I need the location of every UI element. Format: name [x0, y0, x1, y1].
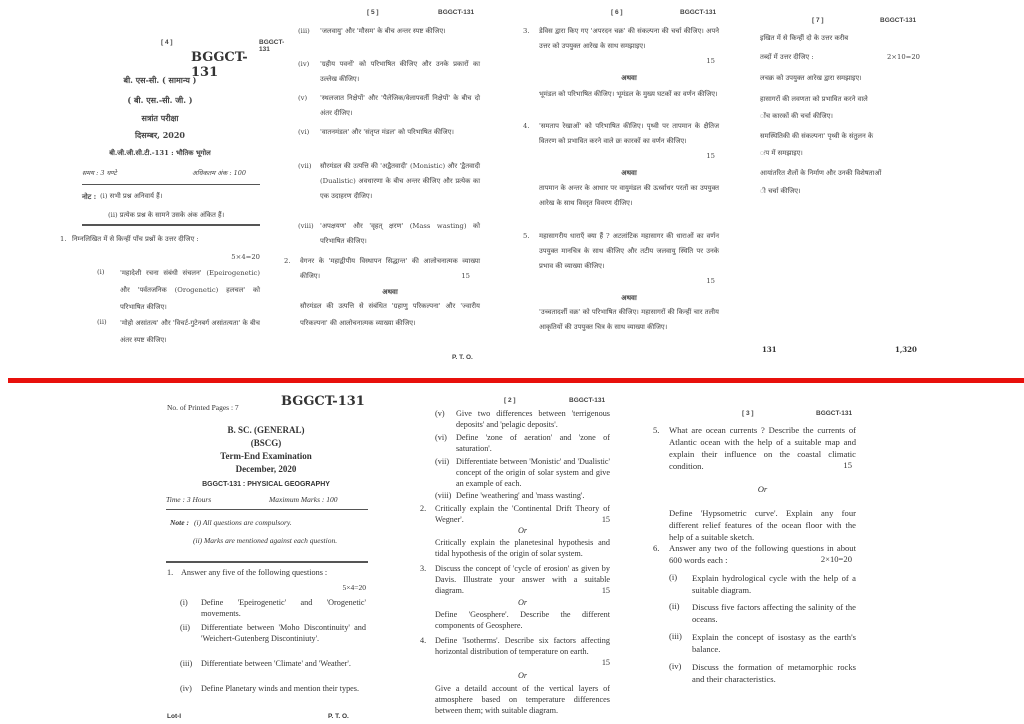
page-number: [ 2 ] [504, 397, 516, 404]
question-item: सौरमंडल की उत्पत्ति की 'अद्वैतवादी' (Monistic) और 'द्वैतवादी (Dualistic) अवधारणा के बीच अन्तर कीजिए और प्रत्येक का एक उदाहरण दीजिए। [320, 162, 480, 200]
or-label: अथवा [621, 168, 637, 177]
note-label: Note : [170, 518, 189, 527]
question-3-text: Discuss the concept of 'cycle of erosion' as given by Davis. Illustrate your answer with a suitable diagram. [435, 564, 610, 595]
question-item: Explain the concept of isostasy as the earth's balance. [692, 632, 856, 654]
item-number: (ii) [180, 623, 191, 632]
degree-short: ( बी. एस.-सी. जी. ) [127, 95, 193, 105]
printed-pages-label: No. of Printed Pages : 7 [167, 403, 239, 412]
course-code: BGGCT-131 [880, 17, 917, 24]
or-label: Or [517, 598, 528, 607]
question-1-text: Answer any five of the following questions : [181, 568, 328, 577]
item-number: (viii) [298, 222, 314, 230]
question-item: 'जलवायु' और 'मौसम' के बीच अन्तर स्पष्ट कीजिए। [320, 27, 446, 35]
note-i: (i) All questions are compulsory. [194, 518, 292, 527]
course-name: बी.जी.जी.सी.टी.-131 : भौतिक भूगोल [109, 149, 211, 157]
item-number: (vii) [298, 162, 312, 170]
english-page-1 [166, 395, 366, 724]
question-4-marks: 15 [706, 152, 715, 160]
question-item: Define 'zone of aeration' and 'zone of saturation'. [456, 433, 610, 453]
question-number: 2. [420, 504, 427, 513]
degree-short: (BSCG) [250, 438, 282, 448]
item-number: (iii) [669, 631, 682, 641]
question-2-marks: 15 [461, 272, 470, 280]
question-item: Differentiate between 'Monistic' and 'Dualistic' concept of the origin of solar system and give an example of each. [456, 457, 610, 488]
text-line: ाँच कारकों की चर्चा कीजिए। [760, 112, 833, 120]
note-i: (i) सभी प्रश्न अनिवार्य हैं। [100, 192, 163, 200]
hindi-page-5 [280, 0, 490, 370]
exam-month: December, 2020 [235, 464, 297, 474]
question-4-alternative: Give a detaild account of the vertical layers of atmosphere based on temperature differences between them; with suitable diagram. [435, 684, 610, 715]
question-item: Discuss the formation of metamorphic rocks and their characteristics. [692, 662, 856, 684]
item-number: (iv) [669, 661, 682, 671]
degree-title: बी. एस-सी. ( सामान्य ) [123, 75, 197, 85]
max-marks-label: Maximum Marks : 100 [269, 495, 338, 504]
or-label: अथवा [621, 293, 637, 302]
question-5-text: महासागरीय धाराएँ क्या हैं ? अटलांटिक महासागर की धाराओं का वर्णन उपयुक्त मानचित्र के साथ कीजिए और तटीय जलवायु स्थिति पर उनके प्रभाव की व्याख्या कीजिए। [539, 232, 719, 270]
pto-label: P. T. O. [452, 354, 473, 361]
course-code: BGGCT-131 [438, 9, 475, 16]
note-ii: (ii) प्रत्येक प्रश्न के सामने उसके अंक अंकित हैं। [108, 211, 225, 219]
footer-lot: Lot-I [167, 713, 182, 720]
item-number: (iii) [298, 27, 310, 35]
note-ii: (ii) Marks are mentioned against each question. [193, 536, 338, 545]
course-name: BGGCT-131 : PHYSICAL GEOGRAPHY [202, 481, 330, 488]
red-divider-line [8, 378, 1024, 383]
degree-title: B. SC. (GENERAL) [227, 425, 305, 435]
exam-month: दिसम्बर, 2020 [134, 130, 185, 140]
question-2-alternative: Critically explain the planetesinal hypothesis and tidal hypothesis of the origin of solar system. [435, 538, 610, 558]
question-6-marks: 2×10=20 [886, 53, 920, 61]
question-item: 'अपक्षयण' और 'वृहत् क्षरण' (Mass wasting) को परिभाषित कीजिए। [320, 222, 480, 245]
question-5-marks: 15 [843, 460, 852, 470]
question-item: 'वातनमंडल' और 'संतृप्त मंडल' को परिभाषित कीजिए। [320, 128, 455, 136]
question-number: 2. [284, 257, 291, 265]
question-3-text: डेविस द्वारा किए गए 'अपरदन चक्र' की संकल्पना की चर्चा कीजिए। अपने उत्तर को उपयुक्त आरेख के साथ समझाइए। [539, 27, 719, 50]
text-line: हासागरों की लवणता को प्रभावित करने वाले [760, 95, 868, 103]
question-item: Differentiate between 'Climate' and 'Weather'. [201, 659, 351, 668]
question-number: 1. [60, 235, 67, 243]
footer-count: 1,320 [895, 345, 917, 354]
note-label: नोट : [82, 192, 97, 201]
text-line: समस्थितिकी की संकल्पना' पृथ्वी के संतुलन के [760, 132, 874, 140]
question-3-alternative: भूमंडल को परिभाषित कीजिए। भूमंडल के मुख्य घटकों का वर्णन कीजिए। [539, 90, 718, 98]
question-1-marks: 5×4=20 [231, 253, 260, 261]
page-number: [ 7 ] [812, 17, 824, 24]
question-2-text: वेगनर के 'महाद्वीपीय विस्थापन सिद्धान्त' की आलोचनात्मक व्याख्या कीजिए। [300, 257, 480, 280]
time-label: समय : 3 घण्टे [82, 169, 117, 177]
question-5-alternative: 'उच्चतादर्शी वक्र' को परिभाषित कीजिए। महासागरों की किन्हीं चार तलीय आकृतियों की उपयुक्त चित्र के साथ व्याख्या कीजिए। [539, 308, 719, 331]
question-number: 5. [523, 232, 530, 240]
item-number: (vii) [435, 457, 450, 466]
item-number: (iv) [180, 684, 192, 693]
item-number: (iv) [298, 60, 310, 68]
item-number: (v) [435, 409, 445, 418]
exam-title: Term-End Examination [220, 451, 312, 461]
text-line: ःप में समझाइए। [760, 149, 803, 157]
question-2-marks: 15 [601, 515, 610, 524]
question-5-alternative: Define 'Hypsometric curve'. Explain any four different relief features of the ocean floor with the help of a suitable sketch. [669, 508, 856, 542]
question-3-alternative: Define 'Geosphere'. Describe the different components of Geosphere. [435, 610, 610, 630]
question-3-marks: 15 [601, 586, 610, 595]
item-number: (ii) [669, 601, 680, 611]
question-item: Define Planetary winds and mention their types. [201, 684, 360, 693]
question-number: 4. [420, 636, 427, 645]
question-number: 6. [653, 543, 660, 553]
question-5-text: What are ocean currents ? Describe the currents of Atlantic ocean with the help of a suitable map and explain their influence on the coastal climatic condition. [669, 425, 856, 471]
pto-label: P. T. O. [328, 713, 349, 720]
hindi-page-4 [60, 0, 285, 370]
course-code: BGGCT-131 [680, 9, 717, 16]
course-code: BGGCT-131 [569, 397, 606, 404]
question-4-alternative: तापमान के अन्तर के आधार पर वायुमंडल की ऊर्ध्वाधर परतों का उपयुक्त आरेख के साथ विस्तृत विवरण दीजिए। [539, 184, 719, 207]
page-number: [ 4 ] [161, 39, 173, 46]
page-number: [ 5 ] [367, 9, 379, 16]
question-6-intro: इखित में से किन्हीं दो के उत्तर करीब [760, 34, 849, 42]
question-number: 5. [653, 425, 660, 435]
hindi-page-6 [520, 0, 725, 370]
question-number: 3. [523, 27, 530, 35]
question-6-intro-cont: तब्दों में उत्तर दीजिए : [760, 53, 814, 61]
divider-rule [166, 561, 368, 563]
question-6-marks: 2×10=20 [820, 554, 852, 564]
page-number: [ 3 ] [742, 410, 754, 417]
item-number: (iii) [180, 659, 193, 668]
question-5-marks: 15 [706, 277, 715, 285]
question-item: Discuss five factors affecting the salinity of the oceans. [692, 602, 856, 624]
question-item: 'ग्रहीय पवनों' को परिभाषित कीजिए और उनके प्रकारों का उल्लेख कीजिए। [320, 60, 480, 83]
divider-rule [82, 184, 260, 185]
course-code: BGGCT-131 [816, 410, 853, 417]
question-6-text: Answer any two of the following questions in about 600 words each : [669, 543, 856, 565]
question-3-marks: 15 [706, 57, 715, 65]
question-1-text: निम्नलिखित में से किन्हीं पाँच प्रश्नों के उत्तर दीजिए : [72, 235, 199, 243]
question-item: Define 'Epeirogenetic' and 'Orogenetic' movements. [201, 598, 366, 618]
question-item: Explain hydrological cycle with the help of a suitable diagram. [692, 573, 856, 595]
course-code-title: BGGCT-131 [191, 50, 248, 80]
english-page-2 [420, 395, 610, 724]
exam-title: सत्रांत परीक्षा [141, 113, 179, 123]
text-line: लचक्र को उपयुक्त आरेख द्वारा समझाइए। [760, 74, 862, 82]
question-number: 3. [420, 564, 427, 573]
max-marks-label: अधिकतम अंक : 100 [192, 169, 246, 177]
question-2-alternative: सौरमंडल की उत्पत्ति से संबंधित 'ग्रहाणु परिकल्पना' और 'ज्वारीय परिकल्पना' की आलोचनात्मक व्याख्या कीजिए। [300, 302, 480, 327]
or-label: अथवा [621, 73, 637, 82]
question-item: 'महादेशी रचना संबंधी संचलन' (Epeirogenetic) और 'पर्वतजनिक (Orogenetic) हलचल' को परिभाषित कीजिए। [120, 269, 260, 311]
question-item: Define 'weathering' and 'mass wasting'. [456, 491, 585, 500]
question-item: Differentiate between 'Moho Discontinuity' and 'Weichert-Gutenberg Discontiniuty'. [201, 623, 366, 643]
hindi-page-7 [760, 0, 924, 370]
item-number: (v) [298, 94, 308, 102]
question-number: 1. [167, 568, 174, 577]
item-number: (i) [669, 572, 678, 582]
question-item: Give two differences between 'terrigenous deposits' and 'pelagic deposits'. [456, 409, 610, 429]
or-label: Or [757, 484, 768, 494]
item-number: (viii) [435, 491, 452, 500]
question-4-marks: 15 [601, 658, 610, 667]
or-label: अथवा [382, 287, 398, 296]
course-code-title: BGGCT-131 [281, 394, 365, 409]
english-page-3 [652, 400, 856, 724]
question-4-text: 'समताप रेखाओं' को परिभाषित कीजिए। पृथ्वी पर तापमान के क्षैतिज वितरण को प्रभावित करने वाले छः कारकों का वर्णन कीजिए। [539, 122, 719, 145]
text-line: आयांतरित शैलों के निर्माण और उनकी विशेषताओं [760, 169, 882, 177]
or-label: Or [517, 671, 528, 680]
divider-rule [166, 509, 368, 510]
item-number: (vi) [298, 128, 310, 136]
question-number: 4. [523, 122, 530, 130]
page-number: [ 6 ] [611, 9, 623, 16]
footer-code: 131 [762, 345, 777, 354]
item-number: (i) [180, 598, 188, 607]
question-item: 'स्थलजात निक्षेपों' और 'पैलेजिक/वेलापवर्ती निक्षेपों' के बीच दो अंतर दीजिए। [320, 94, 480, 117]
divider-rule [82, 224, 260, 226]
item-number: (vi) [435, 433, 447, 442]
question-1-marks: 5×4=20 [342, 583, 366, 592]
text-line: ी चर्चा कीजिए। [760, 187, 801, 195]
or-label: Or [517, 526, 528, 535]
course-code-small: BGGCT-131 [259, 39, 285, 53]
question-4-text: Define 'Isotherms'. Describe six factors affecting horizontal distribution of temperature on earth. [435, 636, 610, 656]
question-item: 'मोहो असांतत्य' और 'विचर्ट-गुटेनबर्ग असांतत्यता' के बीच अंतर स्पष्ट कीजिए। [120, 319, 260, 344]
item-number: (i) [97, 268, 105, 276]
question-2-text: Critically explain the 'Continental Drift Theory of Wegner'. [435, 504, 610, 524]
time-label: Time : 3 Hours [166, 495, 212, 504]
item-number: (ii) [97, 318, 107, 326]
